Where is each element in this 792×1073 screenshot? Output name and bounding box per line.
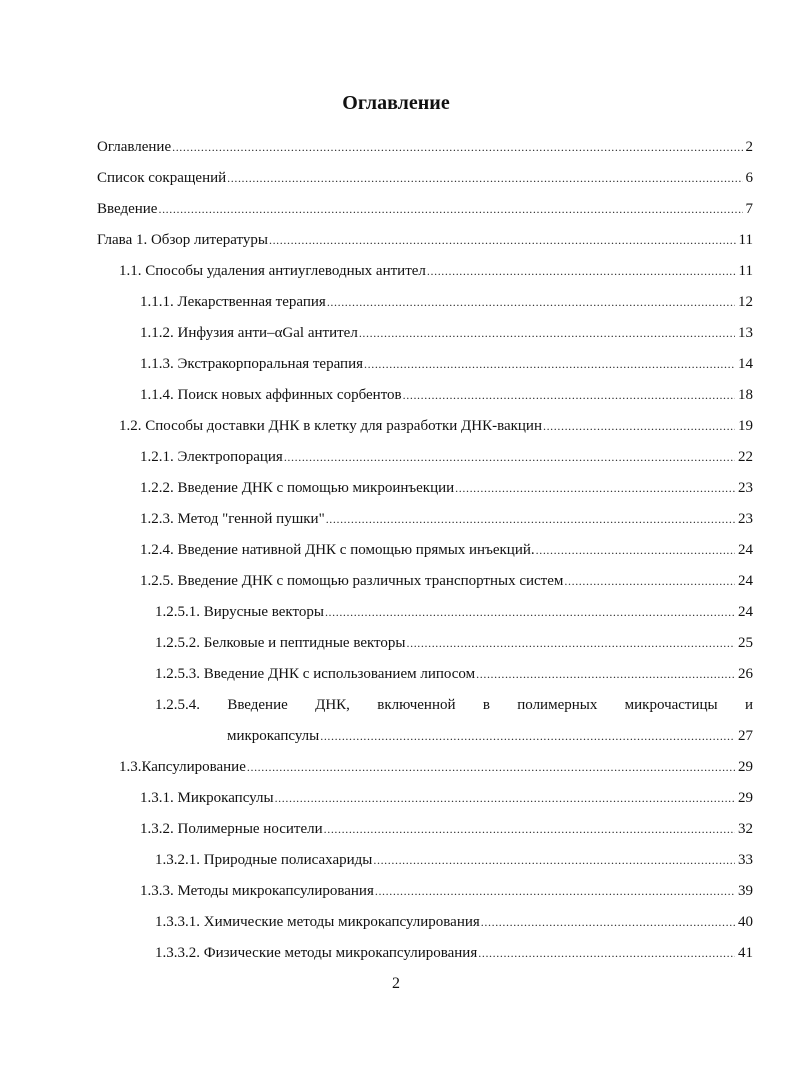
toc-entry[interactable] xyxy=(97,814,753,845)
toc-entry-multiline-second-line[interactable] xyxy=(97,721,753,752)
toc-entry-title: 1.3.3.1. Химические методы микрокапсулирования xyxy=(155,914,480,930)
dot-leader xyxy=(275,783,735,814)
toc-entry-title: 1.1.2. Инфузия анти–αGal антител xyxy=(140,325,358,341)
toc-entry-page: 29 xyxy=(738,759,753,775)
toc-entry-page: 19 xyxy=(738,418,753,434)
dot-leader xyxy=(481,907,735,938)
toc-entry-title: Список сокращений xyxy=(97,170,227,186)
toc-entry[interactable] xyxy=(97,845,753,876)
toc-word: Введение xyxy=(227,697,288,713)
toc-entry-page: 39 xyxy=(738,883,753,899)
toc-entry-title: микрокапсулы xyxy=(227,728,320,744)
toc-entry-page: 32 xyxy=(738,821,753,837)
dot-leader xyxy=(227,163,742,194)
toc-entry[interactable] xyxy=(97,411,753,442)
dot-leader xyxy=(536,535,735,566)
toc-entry-page: 24 xyxy=(738,542,753,558)
toc-entry-title: 1.1.3. Экстракорпоральная терапия xyxy=(140,356,364,372)
toc-word: микрочастицы xyxy=(624,697,718,713)
toc-entry-page: 12 xyxy=(738,294,753,310)
toc-entry-multiline-first-line[interactable] xyxy=(97,690,753,721)
toc-entry-page: 26 xyxy=(738,666,753,682)
toc-entry[interactable] xyxy=(97,349,753,380)
toc-entry-title: Введение xyxy=(97,201,158,217)
toc-word: полимерных xyxy=(517,697,598,713)
toc-entry[interactable] xyxy=(97,225,753,256)
toc-entry-title: 1.2.5.2. Белковые и пептидные векторы xyxy=(155,635,406,651)
dot-leader xyxy=(324,814,735,845)
toc-entry-title: 1.2.2. Введение ДНК с помощью микроинъекции xyxy=(140,480,455,496)
toc-entry-title: 1.2.4. Введение нативной ДНК с помощью прямых инъекций. xyxy=(140,542,535,558)
toc-entry[interactable] xyxy=(97,287,753,318)
toc-entry-page: 33 xyxy=(738,852,753,868)
table-of-contents xyxy=(97,132,753,969)
dot-leader xyxy=(247,752,735,783)
dot-leader xyxy=(543,411,735,442)
toc-entry[interactable] xyxy=(97,876,753,907)
toc-entry-title: 1.3.3.2. Физические методы микрокапсулирования xyxy=(155,945,478,961)
toc-entry-title: 1.2.3. Метод "генной пушки" xyxy=(140,511,325,527)
dot-leader xyxy=(564,566,735,597)
dot-leader xyxy=(172,132,742,163)
toc-entry-page: 11 xyxy=(738,263,753,279)
toc-entry-title: 1.2.5.1. Вирусные векторы xyxy=(155,604,324,620)
toc-entry-page: 23 xyxy=(738,511,753,527)
toc-entry-title: 1.3.2. Полимерные носители xyxy=(140,821,323,837)
toc-entry-title: 1.2.5. Введение ДНК с помощью различных транспортных систем xyxy=(140,573,564,589)
toc-entry[interactable] xyxy=(97,132,753,163)
toc-entry-title: 1.1.1. Лекарственная терапия xyxy=(140,294,326,310)
toc-entry[interactable] xyxy=(97,194,753,225)
toc-entry-title: 1.3.3. Методы микрокапсулирования xyxy=(140,883,374,899)
dot-leader xyxy=(327,287,735,318)
toc-word: и xyxy=(744,697,753,713)
toc-entry-page: 24 xyxy=(738,604,753,620)
dot-leader xyxy=(284,442,735,473)
toc-entry-page: 2 xyxy=(745,139,753,155)
dot-leader xyxy=(455,473,735,504)
toc-entry-page: 6 xyxy=(745,170,753,186)
toc-entry[interactable] xyxy=(97,163,753,194)
toc-entry-page: 18 xyxy=(738,387,753,403)
toc-entry-page: 27 xyxy=(738,728,753,744)
toc-entry-page: 40 xyxy=(738,914,753,930)
dot-leader xyxy=(359,318,735,349)
toc-entry-page: 41 xyxy=(738,945,753,961)
toc-word: в xyxy=(482,697,490,713)
toc-entry[interactable] xyxy=(97,535,753,566)
toc-entry[interactable] xyxy=(97,752,753,783)
dot-leader xyxy=(478,938,735,969)
toc-entry[interactable] xyxy=(97,473,753,504)
toc-entry[interactable] xyxy=(97,659,753,690)
toc-entry-page: 23 xyxy=(738,480,753,496)
toc-entry-title: 1.1.4. Поиск новых аффинных сорбентов xyxy=(140,387,402,403)
toc-entry-title: 1.3.2.1. Природные полисахариды xyxy=(155,852,373,868)
toc-entry-title: Оглавление xyxy=(97,139,172,155)
toc-entry-title: Глава 1. Обзор литературы xyxy=(97,232,268,248)
toc-entry[interactable] xyxy=(97,907,753,938)
toc-entry-title: 1.2.5.3. Введение ДНК с использованием липосом xyxy=(155,666,476,682)
toc-entry[interactable] xyxy=(97,628,753,659)
page-number: 2 xyxy=(392,975,400,992)
toc-entry[interactable] xyxy=(97,504,753,535)
toc-entry-title: 1.3.1. Микрокапсулы xyxy=(140,790,274,806)
toc-word: включенной xyxy=(377,697,456,713)
toc-entry-page: 29 xyxy=(738,790,753,806)
dot-leader xyxy=(476,659,735,690)
toc-word: 1.2.5.4. xyxy=(155,697,200,713)
toc-entry-page: 14 xyxy=(738,356,753,372)
toc-entry-page: 24 xyxy=(738,573,753,589)
page-title: Оглавление xyxy=(342,92,450,114)
toc-entry[interactable] xyxy=(97,442,753,473)
dot-leader xyxy=(373,845,735,876)
dot-leader xyxy=(364,349,735,380)
toc-entry[interactable] xyxy=(97,938,753,969)
toc-entry[interactable] xyxy=(97,318,753,349)
dot-leader xyxy=(427,256,736,287)
toc-entry-page: 13 xyxy=(738,325,753,341)
dot-leader xyxy=(407,628,736,659)
toc-entry-page: 7 xyxy=(745,201,753,217)
toc-entry[interactable] xyxy=(97,597,753,628)
dot-leader xyxy=(403,380,735,411)
dot-leader xyxy=(320,721,735,752)
dot-leader xyxy=(326,504,735,535)
toc-entry-title: 1.2.1. Электропорация xyxy=(140,449,283,465)
dot-leader xyxy=(158,194,742,225)
toc-entry[interactable] xyxy=(97,566,753,597)
toc-entry[interactable] xyxy=(97,256,753,287)
dot-leader xyxy=(325,597,735,628)
toc-word: ДНК, xyxy=(315,697,350,713)
toc-entry-page: 25 xyxy=(738,635,753,651)
toc-entry-title: 1.1. Способы удаления антиуглеводных антител xyxy=(119,263,426,279)
toc-entry[interactable] xyxy=(97,380,753,411)
toc-entry-page: 11 xyxy=(738,232,753,248)
toc-entry-title: 1.2. Способы доставки ДНК в клетку для разработки ДНК-вакцин xyxy=(119,418,542,434)
toc-entry[interactable] xyxy=(97,783,753,814)
dot-leader xyxy=(375,876,735,907)
toc-entry-title: 1.3.Капсулирование xyxy=(119,759,246,775)
dot-leader xyxy=(269,225,736,256)
toc-entry-page: 22 xyxy=(738,449,753,465)
